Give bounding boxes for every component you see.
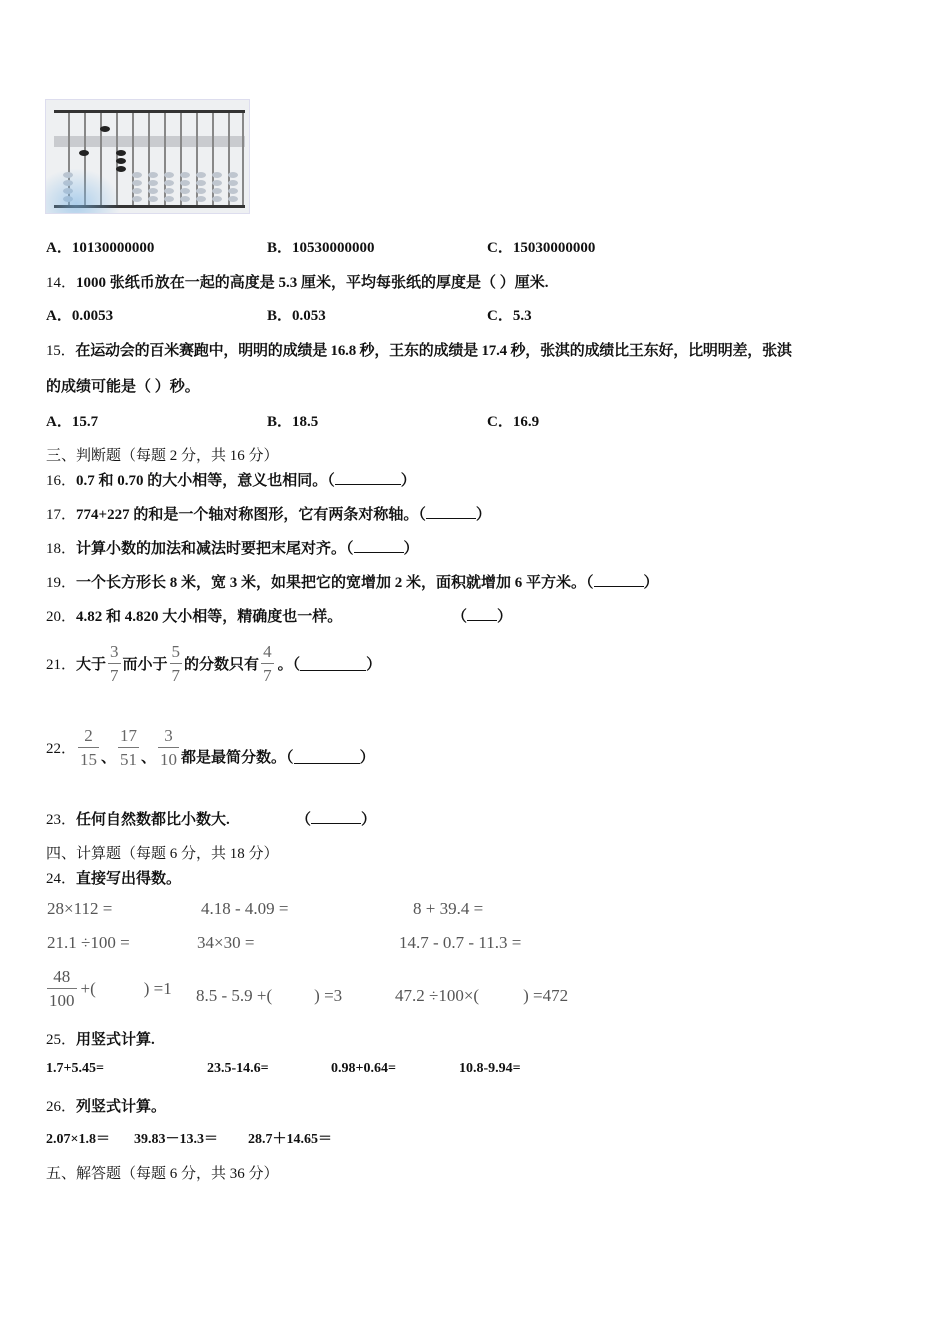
- answer-blank[interactable]: [300, 656, 366, 671]
- vertical-calc-item: 39.83－13.3＝: [134, 1132, 218, 1147]
- vertical-calc-item: 2.07×1.8＝: [46, 1132, 110, 1147]
- fraction: $\frac{3}{7}$: [110, 641, 119, 685]
- calc-item: 8.5 - 5.9 +( ) =3: [196, 986, 343, 1005]
- fraction: $\frac{2}{15}$: [80, 725, 98, 769]
- calc-item: 4.18 - 4.09 =: [201, 899, 289, 918]
- vertical-calc-item: 1.7+5.45=: [46, 1061, 104, 1076]
- q23-answer: （ ）: [296, 808, 376, 829]
- calc-item: 8 + 39.4 =: [413, 899, 484, 918]
- q15-question-line2: 的成绩可能是（ ）秒。: [46, 379, 200, 395]
- q15-option-b: B．18.5: [267, 414, 319, 430]
- fraction: $\frac{5}{7}$: [171, 641, 181, 685]
- answer-blank[interactable]: [479, 987, 523, 1001]
- calc-item-fraction: $\frac{48}{100}$ +( ) =1: [49, 967, 172, 1010]
- answer-blank[interactable]: [335, 470, 401, 485]
- calc-item: 21.1 ÷100 =: [47, 933, 130, 952]
- answer-blank[interactable]: [594, 572, 644, 587]
- section-3-title: 三、判断题（每题 2 分，共 16 分）: [46, 448, 279, 464]
- q14-option-b: B．0.053: [267, 308, 326, 324]
- q14-option-a: A．0.0053: [46, 308, 114, 324]
- answer-blank[interactable]: [467, 606, 497, 621]
- answer-blank[interactable]: [96, 982, 144, 996]
- q16-statement: 16．0.7 和 0.70 的大小相等，意义也相同。（ ）: [46, 469, 416, 490]
- q24-question: 24．直接写出得数。: [46, 871, 182, 887]
- q25-question: 25．用竖式计算.: [46, 1032, 155, 1048]
- q15-option-a: A．15.7: [46, 414, 99, 430]
- section-5-title: 五、解答题（每题 6 分，共 36 分）: [46, 1166, 279, 1182]
- q18-statement: 18．计算小数的加法和减法时要把末尾对齐。（ ）: [46, 537, 419, 558]
- fraction: $\frac{3}{10}$: [160, 725, 178, 769]
- answer-blank[interactable]: [354, 538, 404, 553]
- q13-option-a: A．10130000000: [46, 240, 155, 256]
- q26-question: 26．列竖式计算。: [46, 1099, 167, 1115]
- answer-blank[interactable]: [294, 749, 360, 764]
- section-4-title: 四、计算题（每题 6 分，共 18 分）: [46, 846, 279, 862]
- fraction: $\frac{4}{7}$: [263, 641, 272, 685]
- vertical-calc-item: 0.98+0.64=: [331, 1061, 396, 1076]
- q13-option-c: C．15030000000: [487, 240, 596, 256]
- q15-question-line1: 15．在运动会的百米赛跑中，明明的成绩是 16.8 秒，王东的成绩是 17.4 秒，张淇的成绩比王东好，比明明差，张淇: [46, 343, 792, 359]
- q20-answer: （ ）: [452, 605, 512, 626]
- answer-blank[interactable]: [426, 504, 476, 519]
- vertical-calc-item: 28.7＋14.65＝: [248, 1132, 332, 1147]
- q13-option-b: B．10530000000: [267, 240, 375, 256]
- q14-option-c: C．5.3: [487, 308, 532, 324]
- abacus-image: [45, 99, 250, 214]
- q23-statement: 23．任何自然数都比小数大.: [46, 812, 230, 828]
- calc-item: 34×30 =: [197, 933, 255, 952]
- q19-statement: 19．一个长方形长 8 米，宽 3 米，如果把它的宽增加 2 米，面积就增加 6 平方米。（ ）: [46, 571, 659, 592]
- q14-question: 14．1000 张纸币放在一起的高度是 5.3 厘米，平均每张纸的厚度是（ ）厘米.: [46, 275, 549, 291]
- q21-statement: 21． 大于 $\frac{3}{7}$ 而小于 $\frac{5}{7}$ 的分数只有 $\frac{4}{7}$ 。（ ）: [46, 641, 382, 685]
- vertical-calc-item: 10.8-9.94=: [459, 1061, 521, 1076]
- q17-statement: 17．774+227 的和是一个轴对称图形，它有两条对称轴。（ ）: [46, 503, 491, 524]
- calc-item: 47.2 ÷100×( ) =472: [395, 986, 569, 1005]
- q15-option-c: C．16.9: [487, 414, 540, 430]
- answer-blank[interactable]: [311, 809, 361, 824]
- vertical-calc-item: 23.5-14.6=: [207, 1061, 269, 1076]
- q22-statement: 22． $\frac{2}{15}$ 、 $\frac{17}{51}$ 、 $\frac{3}{10}$ 都是最简分数。（ ）: [46, 725, 375, 769]
- calc-item: 28×112 =: [47, 899, 113, 918]
- calc-item: 14.7 - 0.7 - 11.3 =: [399, 933, 522, 952]
- fraction: $\frac{17}{51}$: [120, 725, 138, 769]
- q20-statement: 20．4.82 和 4.820 大小相等，精确度也一样。: [46, 609, 343, 625]
- answer-blank[interactable]: [272, 987, 314, 1001]
